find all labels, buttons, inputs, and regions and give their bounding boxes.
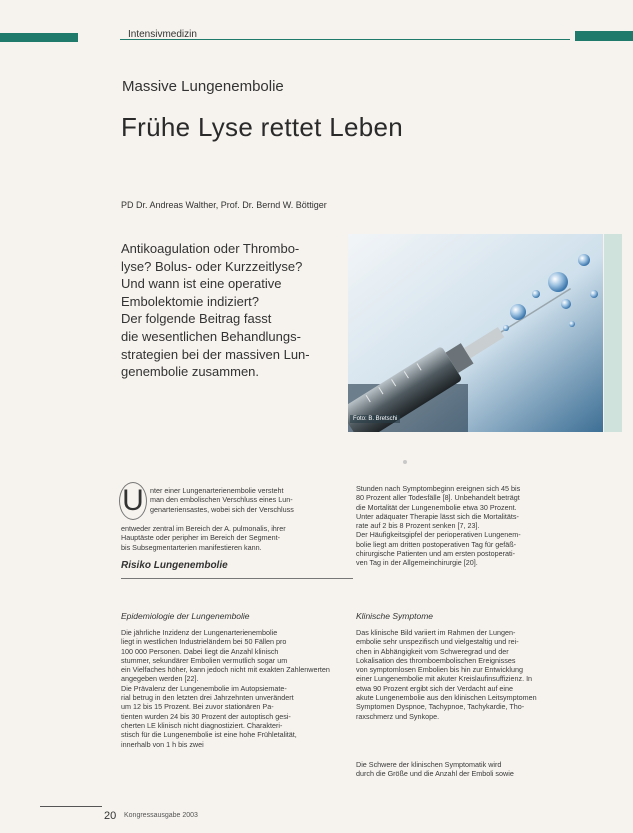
article-title: Frühe Lyse rettet Leben	[121, 112, 403, 142]
photo-credit: Foto: B. Bretschi	[350, 415, 400, 423]
symptom-line: Lokalisation des thromboembolischen Ereignisses	[356, 655, 516, 665]
epi-line: 100 000 Personen. Dabei liegt die Anzahl klinisch	[121, 646, 279, 656]
lead-line: strategien bei der massiven Lun-	[121, 346, 310, 362]
body-line: ven Tag in der Allgemeinchirurgie [20].	[356, 558, 478, 568]
lead-line: Der folgende Beitrag fasst	[121, 311, 272, 327]
article-lead	[121, 240, 351, 381]
intro-line: Hauptäste oder peripher im Bereich der Segment-	[121, 533, 281, 543]
lead-line: lyse? Bolus- oder Kurzzeitlyse?	[121, 258, 303, 274]
article-kicker: Massive Lungenembolie	[122, 78, 284, 95]
epi-line: cherten LE klinisch nicht diagnostiziert. Charakteri-	[121, 720, 283, 730]
footer-rule	[40, 806, 102, 807]
lead-line: Und wann ist eine operative	[121, 276, 282, 292]
epi-line: stisch für die Lungenembolie ist eine hohe Frühletalität,	[121, 730, 297, 740]
epi-line: rial betrug in den letzten drei Jahrzehnten unverändert	[121, 693, 294, 703]
body-line: Unter adäquater Therapie lässt sich die Mortalitäts-	[356, 511, 519, 521]
symptoms-heading: Klinische Symptome	[356, 611, 434, 621]
publication-name: Kongressausgabe 2003	[124, 812, 198, 819]
symptom-line: durch die Größe und die Anzahl der Emboli sowie	[356, 769, 514, 779]
epi-line: stummer, sekundärer Embolien vermutlich sogar um	[121, 655, 288, 665]
epidemiology-heading: Epidemiologie der Lungenembolie	[121, 611, 250, 621]
section-label: Intensivmedizin	[128, 29, 197, 40]
epi-line: innerhalb von 1 h bis zwei	[121, 739, 204, 749]
body-line: Der Häufigkeitsgipfel der perioperativen Lungenem-	[356, 530, 521, 540]
lead-line: Embolektomie indiziert?	[121, 293, 260, 309]
symptom-line: raxschmerz und Synkope.	[356, 711, 440, 721]
symptom-line: etwa 90 Prozent ergibt sich der Verdacht auf eine	[356, 683, 514, 693]
symptom-line: Das klinische Bild variiert im Rahmen der Lungen-	[356, 628, 516, 637]
intro-paragraph-start	[150, 486, 350, 514]
lead-line: genembolie zusammen.	[121, 364, 260, 380]
syringe-photo	[348, 234, 603, 432]
epi-line: tienten wurden 24 bis 30 Prozent der autoptisch gesi-	[121, 711, 291, 721]
symptom-line: Die Schwere der klinischen Symptomatik wird	[356, 760, 502, 769]
right-column-text	[356, 484, 588, 568]
photo-accent-bar	[604, 234, 622, 432]
intro-line: genarteriensastes, wobei sich der Verschluss	[150, 504, 294, 514]
syringe-illustration	[348, 234, 603, 432]
epi-line: Die Prävalenz der Lungenembolie im Autopsiemate-	[121, 683, 287, 693]
epi-line: ein Vielfaches höher, kann jedoch nicht mit exakten Zahlenwerten	[121, 665, 330, 675]
symptom-line: embolie sehr unspezifisch und vielgestaltig und rei-	[356, 637, 519, 647]
body-line: 80 Prozent aller Todesfälle [8]. Unbehandelt beträgt	[356, 493, 520, 503]
epi-line: liegt in westlichen Industrieländern bei 50 Fällen pro	[121, 637, 287, 647]
body-line: rate auf 2 bis 8 Prozent senken [7, 23].	[356, 521, 480, 531]
header-accent-bar-left	[0, 33, 78, 42]
symptom-line: einer Lungenembolie mit akuter Kreislaufinsuffizienz. In	[356, 674, 533, 684]
intro-line: bis Subsegmentarterien manifestieren kann.	[121, 542, 262, 552]
article-authors: PD Dr. Andreas Walther, Prof. Dr. Bernd W. Böttiger	[121, 200, 327, 210]
header-accent-bar-right	[575, 31, 633, 41]
risk-heading: Risiko Lungenembolie	[121, 560, 228, 571]
lead-line: die wesentlichen Behandlungs-	[121, 328, 301, 344]
page-number: 20	[104, 810, 117, 822]
risk-divider	[121, 578, 353, 579]
symptom-line: Symptomen Dyspnoe, Tachypnoe, Tachykardie, Tho-	[356, 702, 525, 712]
decorative-dot	[403, 460, 407, 464]
intro-line: man den embolischen Verschluss eines Lun-	[150, 495, 293, 505]
symptom-line: chen in Abhängigkeit vom Schweregrad und der	[356, 646, 509, 656]
intro-paragraph-end	[121, 524, 353, 552]
symptom-line: akute Lungenembolie aus den klinischen Leitsymptomen	[356, 693, 537, 703]
body-line: die Mortalität der Lungenembolie etwa 30 Prozent.	[356, 502, 517, 512]
body-line: bolie liegt am dritten postoperativen Tag für gefäß-	[356, 539, 517, 549]
epi-line: Die jährliche Inzidenz der Lungenarterienembolie	[121, 628, 278, 637]
dropcap: U	[119, 482, 147, 520]
epi-line: um 12 bis 15 Prozent. Bei zuvor stationären Pa-	[121, 702, 274, 712]
body-line: chirurgische Patienten und am ersten postoperati-	[356, 549, 516, 559]
symptoms-text	[356, 628, 588, 721]
symptom-line: von symptomlosen Embolien bis hin zur Entwicklung	[356, 665, 523, 675]
intro-line: nter einer Lungenarterienembolie versteht	[150, 486, 284, 495]
intro-line: entweder zentral im Bereich der A. pulmonalis, ihrer	[121, 524, 286, 533]
epi-line: angegeben werden [22].	[121, 674, 199, 684]
lead-line: Antikoagulation oder Thrombo-	[121, 241, 300, 256]
body-line: Stunden nach Symptombeginn ereignen sich 45 bis	[356, 484, 521, 493]
epidemiology-text	[121, 628, 353, 749]
symptoms-text-2	[356, 760, 588, 779]
